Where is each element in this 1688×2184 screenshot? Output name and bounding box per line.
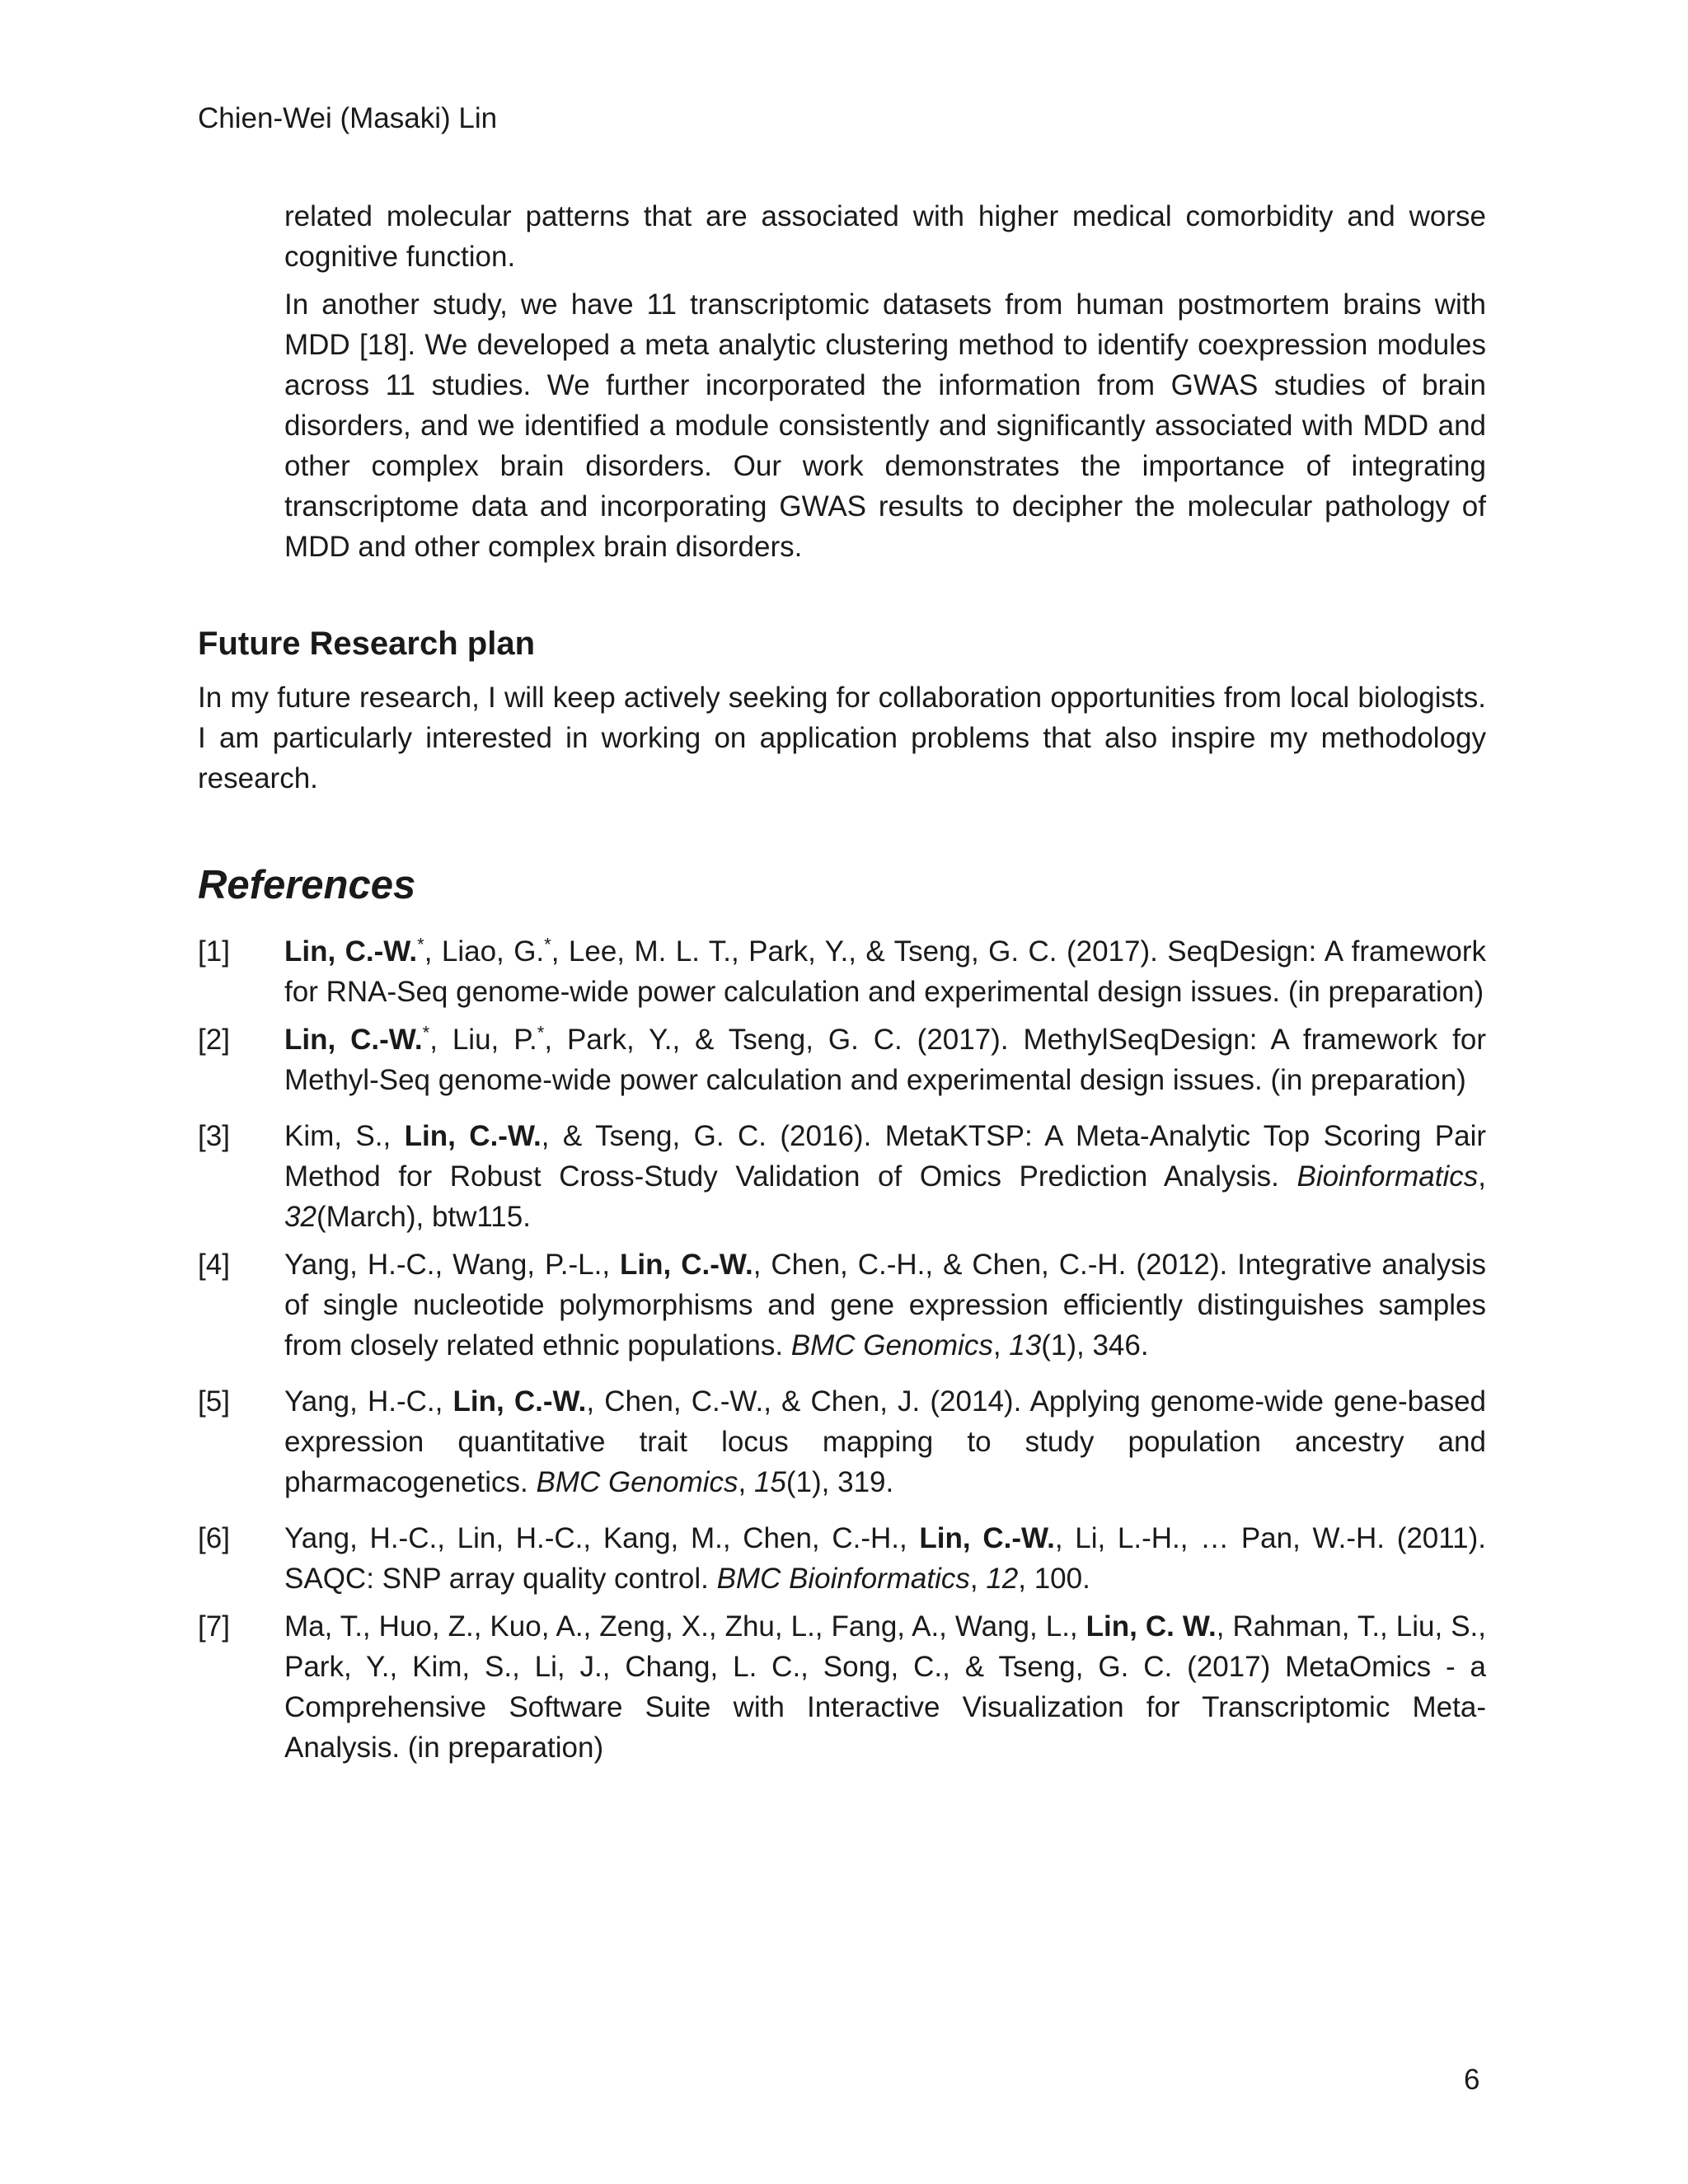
citation-italic: 15 bbox=[753, 1466, 786, 1498]
citation-italic: 13 bbox=[1009, 1329, 1042, 1361]
reference-segment: (March), btw115. bbox=[316, 1201, 531, 1233]
reference-item bbox=[198, 1606, 1486, 1768]
citation-italic: BMC Genomics bbox=[536, 1466, 738, 1498]
author-highlight: Lin, C. W. bbox=[1085, 1610, 1217, 1643]
references-list bbox=[198, 931, 1486, 1768]
reference-segment: (1), 346. bbox=[1041, 1329, 1149, 1361]
reference-text bbox=[284, 1244, 1486, 1366]
reference-segment: , Rahman, T., Liu, S., Park, Y., Kim, S., Li, J., Chang, L. C., Song, C., & Tseng, G. C. (2017) MetaOmics - a Comprehensive Software Suite with Interactive Visualization for Transcriptomic Meta-Analysis. (in preparation) bbox=[284, 1610, 1487, 1764]
page-number: 6 bbox=[1464, 2064, 1480, 2096]
citation-italic: BMC Genomics bbox=[790, 1329, 993, 1361]
reference-segment: Ma, T., Huo, Z., Kuo, A., Zeng, X., Zhu, L., Fang, A., Wang, L., bbox=[284, 1610, 1086, 1643]
reference-segment: , bbox=[969, 1563, 987, 1595]
reference-number: [5] bbox=[198, 1385, 230, 1418]
references-heading: References bbox=[198, 863, 416, 907]
reference-segment: , Park, Y., & Tseng, G. C. (2017). MethylSeqDesign: A framework for Methyl-Seq genome-wide power calculation and experimental design issues. (in preparation) bbox=[284, 1024, 1486, 1096]
citation-italic: 32 bbox=[284, 1201, 316, 1233]
reference-number: [4] bbox=[198, 1249, 230, 1281]
reference-text bbox=[284, 931, 1486, 1012]
citation-italic: Bioinformatics bbox=[1296, 1160, 1479, 1193]
equal-contribution-mark: * bbox=[422, 1022, 430, 1043]
author-highlight: Lin, C.-W. bbox=[620, 1249, 753, 1281]
running-header: Chien-Wei (Masaki) Lin bbox=[198, 102, 498, 134]
reference-number: [6] bbox=[198, 1522, 230, 1554]
reference-item bbox=[198, 1116, 1486, 1237]
reference-segment: , & Tseng, G. C. (2016). MetaKTSP: A Meta-Analytic Top Scoring Pair Method for Robust Cross-Study Validation of Omics Prediction Analysis. bbox=[284, 1120, 1487, 1193]
reference-segment: , Chen, C.-H., & Chen, C.-H. (2012). Integrative analysis of single nucleotide polymorphisms and gene expression efficiently distinguishes samples from closely related ethnic populations. bbox=[284, 1249, 1487, 1361]
paragraph-continuation: related molecular patterns that are associated with higher medical comorbidity and worse cognitive function. bbox=[284, 200, 1486, 273]
reference-number: [1] bbox=[198, 935, 230, 968]
reference-item bbox=[198, 1381, 1486, 1502]
equal-contribution-mark: * bbox=[417, 934, 424, 955]
reference-text bbox=[284, 1381, 1486, 1502]
reference-segment: , Lee, M. L. T., Park, Y., & Tseng, G. C. (2017). SeqDesign: A framework for RNA-Seq genome-wide power calculation and experimental design issues. (in preparation) bbox=[284, 935, 1486, 1008]
reference-segment: (1), 319. bbox=[785, 1466, 894, 1498]
reference-segment: Yang, H.-C., Wang, P.-L., bbox=[284, 1249, 621, 1281]
reference-item bbox=[198, 931, 1486, 1012]
citation-italic: 12 bbox=[986, 1563, 1019, 1595]
continued-paragraph-block bbox=[284, 196, 1486, 567]
reference-item bbox=[198, 1019, 1486, 1100]
future-research-heading: Future Research plan bbox=[198, 626, 536, 662]
reference-number: [7] bbox=[198, 1610, 230, 1643]
author-highlight: Lin, C.-W. bbox=[452, 1385, 587, 1418]
future-research-text: In my future research, I will keep actively seeking for collaboration opportunities from local biologists. I am particularly interested in working on application problems that also inspire my methodology research. bbox=[198, 682, 1486, 794]
references-heading-wrap bbox=[198, 860, 1486, 910]
author-highlight: Lin, C.-W. bbox=[404, 1120, 542, 1152]
reference-text bbox=[284, 1019, 1486, 1100]
reference-segment: , Liao, G. bbox=[424, 935, 545, 968]
reference-item bbox=[198, 1518, 1486, 1599]
equal-contribution-mark: * bbox=[537, 1022, 545, 1043]
reference-item bbox=[198, 1244, 1486, 1366]
reference-number: [3] bbox=[198, 1120, 230, 1152]
reference-segment: , bbox=[738, 1466, 754, 1498]
reference-text bbox=[284, 1116, 1486, 1237]
future-research-section bbox=[198, 623, 1486, 799]
reference-segment: , 100. bbox=[1018, 1563, 1090, 1595]
reference-segment: Yang, H.-C., bbox=[284, 1385, 453, 1418]
equal-contribution-mark: * bbox=[544, 934, 551, 955]
citation-italic: BMC Bioinformatics bbox=[716, 1563, 970, 1595]
reference-segment: , Li, L.-H., … Pan, W.-H. (2011). SAQC: SNP array quality control. bbox=[284, 1522, 1486, 1595]
reference-segment: , Liu, P. bbox=[429, 1024, 537, 1056]
author-highlight: Lin, C.-W. bbox=[919, 1522, 1055, 1554]
reference-segment: , bbox=[1478, 1160, 1486, 1193]
paragraph-mdd-study: In another study, we have 11 transcriptomic datasets from human postmortem brains with MDD [18]. We developed a meta analytic clustering method to identify coexpression modules across 11 studies. We further incorporated the information from GWAS studies of brain disorders, and we identified a module consistently and significantly associated with MDD and other complex brain disorders. Our work demonstrates the importance of integrating transcriptome data and incorporating GWAS results to decipher the molecular pathology of MDD and other complex brain disorders. bbox=[284, 288, 1486, 563]
reference-number: [2] bbox=[198, 1024, 230, 1056]
reference-segment: Kim, S., bbox=[284, 1120, 405, 1152]
reference-segment: , bbox=[992, 1329, 1010, 1361]
reference-segment: , Chen, C.-W., & Chen, J. (2014). Applying genome-wide gene-based expression quantitative trait locus mapping to study population ancestry and pharmacogenetics. bbox=[284, 1385, 1487, 1498]
reference-text bbox=[284, 1518, 1486, 1599]
reference-segment: Yang, H.-C., Lin, H.-C., Kang, M., Chen, C.-H., bbox=[284, 1522, 920, 1554]
reference-text bbox=[284, 1606, 1486, 1768]
author-highlight: Lin, C.-W. bbox=[284, 1024, 423, 1056]
author-highlight: Lin, C.-W. bbox=[284, 935, 418, 968]
